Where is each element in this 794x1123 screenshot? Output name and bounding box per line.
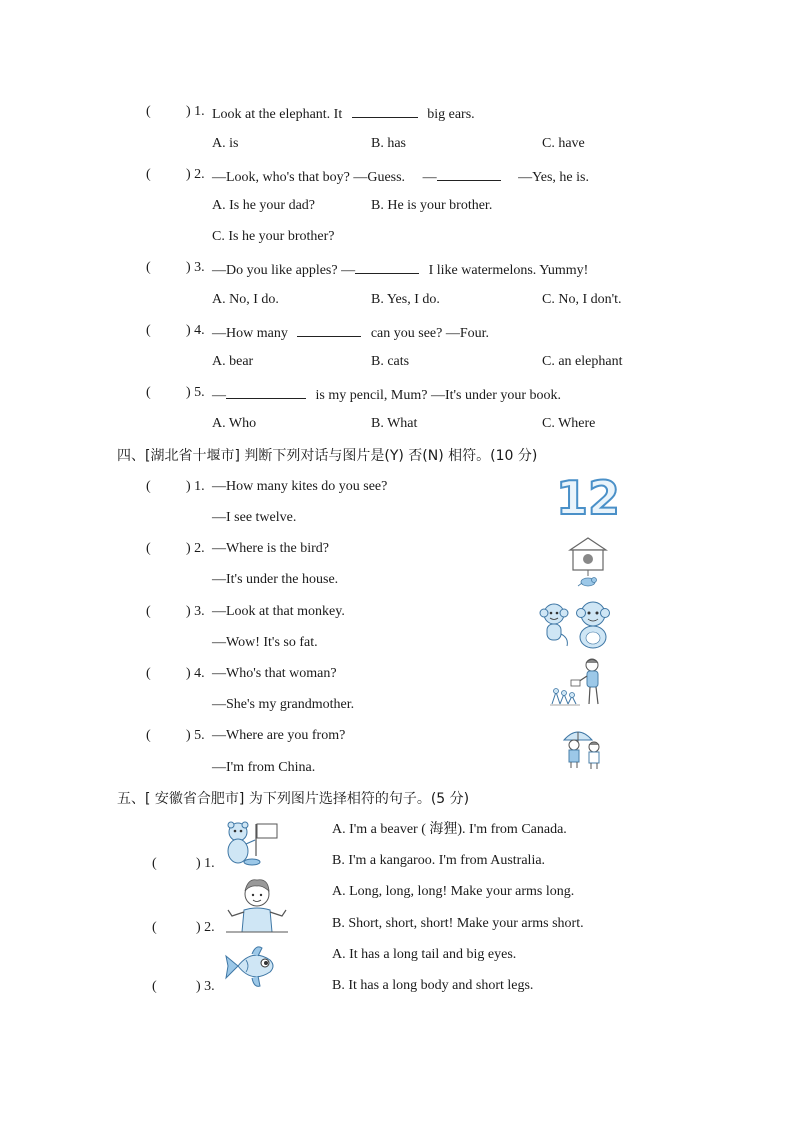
answer-blank[interactable] [355, 259, 419, 274]
question-pre: —Look, who's that boy? —Guess. [212, 170, 406, 185]
monkeys-picture [537, 598, 615, 650]
dialog-line: —Wow! It's so fat. [212, 635, 318, 650]
dialog-line: —I'm from China. [212, 760, 316, 775]
dialog-line: —She's my grandmother. [212, 697, 355, 712]
answer-paren: ( [146, 479, 151, 494]
item-number: ) 2. [186, 541, 205, 556]
answer-paren: ( [146, 323, 151, 338]
answer-paren: ( [146, 541, 151, 556]
item-number: ) 3. [186, 604, 205, 619]
option-c: C. Is he your brother? [212, 229, 335, 244]
answer-paren: ( [146, 604, 151, 619]
question-text [212, 384, 561, 405]
answer-paren: ( [152, 856, 157, 871]
children-umbrella-picture [560, 722, 610, 772]
item-number: ) 3. [196, 979, 215, 994]
question-text [212, 259, 588, 280]
option-a: A. Long, long, long! Make your arms long. [332, 884, 575, 899]
item-number: ) 2. [196, 920, 215, 935]
option-a: A. bear [212, 354, 254, 369]
question-pre: —How many [212, 326, 288, 341]
question-number: ) 5. [186, 385, 205, 400]
item-number: ) 1. [196, 856, 215, 871]
option-b: B. Yes, I do. [371, 292, 440, 307]
question-number: ) 4. [186, 323, 205, 338]
answer-paren: ( [146, 260, 151, 275]
answer-paren: ( [152, 979, 157, 994]
answer-paren: ( [146, 385, 151, 400]
question-number: ) 3. [186, 260, 205, 275]
question-pre: Look at the elephant. It [212, 107, 343, 122]
option-a: A. No, I do. [212, 292, 279, 307]
option-b: B. Short, short, short! Make your arms short. [332, 916, 584, 931]
option-c: C. an elephant [542, 354, 623, 369]
dialog-line: —How many kites do you see? [212, 479, 388, 494]
section-5-title: 五、[ 安徽省合肥市] 为下列图片选择相符的句子。(5 分) [117, 791, 470, 807]
dialog-line: —It's under the house. [212, 572, 339, 587]
answer-paren: ( [146, 728, 151, 743]
option-a: A. I'm a beaver ( 海狸). I'm from Canada. [332, 822, 567, 837]
option-c: C. No, I don't. [542, 292, 622, 307]
question-post: I like watermelons. Yummy! [428, 263, 589, 278]
option-b: B. What [371, 416, 418, 431]
question-post: big ears. [427, 107, 475, 122]
section-4-title: 四、[湖北省十堰市] 判断下列对话与图片是(Y) 否(N) 相符。(10 分) [117, 448, 538, 464]
option-c: C. have [542, 136, 585, 151]
item-number: ) 1. [186, 479, 205, 494]
fish-picture [222, 940, 278, 992]
question-pre: —Do you like apples? — [212, 263, 356, 278]
dialog-line: —Where is the bird? [212, 541, 330, 556]
dialog-line: —Look at that monkey. [212, 604, 345, 619]
question-text [212, 166, 589, 187]
option-b: B. cats [371, 354, 410, 369]
question-number: ) 2. [186, 167, 205, 182]
dialog-line: —I see twelve. [212, 510, 297, 525]
question-post: is my pencil, Mum? —It's under your book. [315, 388, 562, 403]
option-b: B. He is your brother. [371, 198, 493, 213]
option-a: A. is [212, 136, 239, 151]
dialog-line: —Who's that woman? [212, 666, 337, 681]
option-a: A. Who [212, 416, 257, 431]
birdhouse-picture [566, 536, 610, 592]
question-post: can you see? —Four. [370, 326, 490, 341]
question-pre: — [212, 388, 226, 403]
dash: — [422, 170, 437, 185]
option-c: C. Where [542, 416, 596, 431]
dialog-line: —Where are you from? [212, 728, 346, 743]
option-b: B. It has a long body and short legs. [332, 978, 534, 993]
beaver-flag-picture [222, 818, 282, 870]
answer-paren: ( [146, 666, 151, 681]
answer-blank[interactable] [352, 103, 418, 118]
option-a: A. Is he your dad? [212, 198, 316, 213]
question-post: —Yes, he is. [518, 170, 589, 185]
item-number: ) 5. [186, 728, 205, 743]
option-b: B. has [371, 136, 406, 151]
boy-arms-picture [222, 876, 292, 934]
answer-paren: ( [146, 167, 151, 182]
answer-paren: ( [152, 920, 157, 935]
question-text [212, 103, 475, 124]
answer-blank[interactable] [297, 322, 361, 337]
number-twelve-picture [556, 471, 621, 525]
option-a: A. It has a long tail and big eyes. [332, 947, 517, 962]
answer-paren: ( [146, 104, 151, 119]
number-twelve-text: 12 [556, 471, 621, 525]
question-text [212, 322, 489, 343]
item-number: ) 4. [186, 666, 205, 681]
option-b: B. I'm a kangaroo. I'm from Australia. [332, 853, 546, 868]
woman-watering-picture [548, 656, 608, 710]
answer-blank[interactable] [437, 166, 501, 181]
answer-blank[interactable] [226, 384, 306, 399]
question-number: ) 1. [186, 104, 205, 119]
